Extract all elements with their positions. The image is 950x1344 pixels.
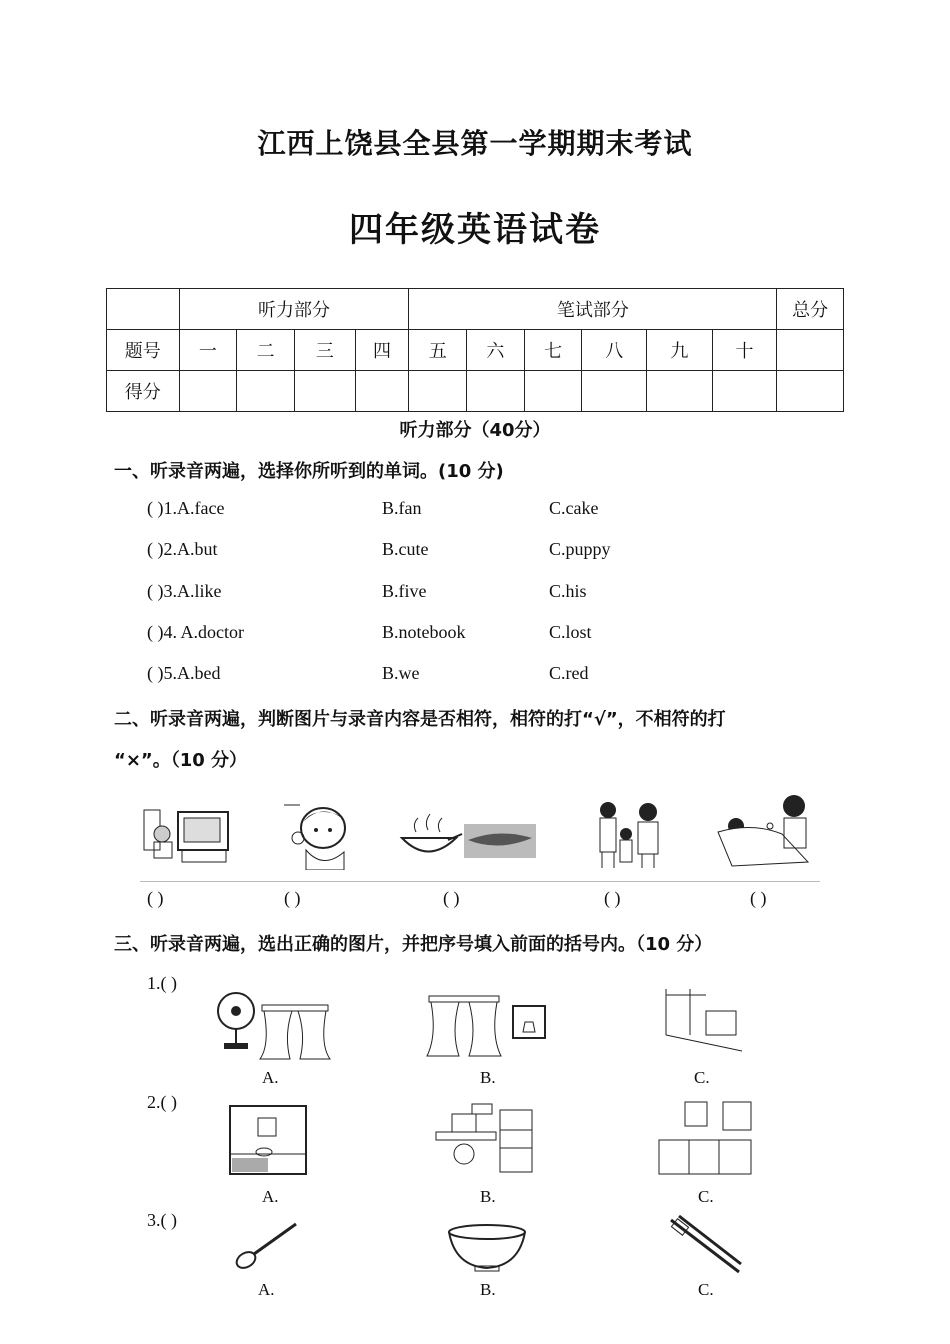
answer-bracket[interactable]: ( ) [284,888,301,908]
q2-option-b: B.cute [382,539,429,559]
s3-q1-label-b: B. [480,1068,496,1087]
divider [140,881,820,882]
room-corner-icon [662,985,747,1055]
col-number: 八 [582,330,647,371]
food-dishes-icon [398,810,538,865]
q4-option-c: C.lost [549,622,592,642]
col-number: 一 [179,330,237,371]
s3-q3-label-b: B. [480,1280,496,1299]
s3-q2-number: 2.( ) [147,1092,177,1112]
section3-instruction: 三、听录音两遍，选出正确的图片，并把序号填入前面的括号内。（10 分） [114,934,713,955]
chopsticks-icon [665,1214,745,1278]
q5-option-c: C.red [549,663,589,683]
bowl-icon [445,1222,530,1274]
col-number: 四 [355,330,409,371]
col-number: 二 [237,330,295,371]
answer-bracket[interactable]: ( ) [147,888,164,908]
study-desk-icon [432,1100,537,1178]
fan-and-curtain-icon [212,985,332,1065]
s3-q1-label-a: A. [262,1068,279,1087]
q4-option-a: ( )4. A.doctor [147,622,244,642]
listening-title: 听力部分（40分） [399,420,551,441]
s3-q3-label-c: C. [698,1280,714,1299]
section2-instruction-line1: 二、听录音两遍，判断图片与录音内容是否相符，相符的打“√”，不相符的打 [114,709,726,730]
kitchen-icon [655,1100,755,1178]
score-label: 得分 [107,371,180,412]
answer-bracket[interactable]: ( ) [604,888,621,908]
s3-q2-label-c: C. [698,1187,714,1206]
col-number: 七 [524,330,582,371]
family-icon [592,800,672,870]
s3-q3-label-a: A. [258,1280,275,1299]
q4-option-b: B.notebook [382,622,466,642]
exam-title: 江西上饶县全县第一学期期末考试 [257,127,693,160]
q1-option-b: B.fan [382,498,422,518]
question-number-label: 题号 [107,330,180,371]
s3-q3-number: 3.( ) [147,1210,177,1230]
s3-q2-label-a: A. [262,1187,279,1206]
bathroom-icon [228,1104,308,1176]
q2-option-c: C.puppy [549,539,611,559]
tv-watching-icon [140,800,235,870]
curtain-and-picture-icon [425,992,555,1062]
q2-option-a: ( )2.A.but [147,539,218,559]
col-number: 五 [409,330,467,371]
q3-option-a: ( )3.A.like [147,581,222,601]
score-table [106,288,844,412]
col-number: 九 [647,330,713,371]
q1-option-a: ( )1.A.face [147,498,225,518]
boy-eating-icon [278,800,353,870]
s3-q1-number: 1.( ) [147,973,177,993]
spoon-icon [232,1218,302,1274]
q5-option-a: ( )5.A.bed [147,663,221,683]
listening-part-header: 听力部分 [179,289,409,330]
answer-bracket[interactable]: ( ) [443,888,460,908]
paper-title: 四年级英语试卷 [349,210,601,250]
q3-option-c: C.his [549,581,587,601]
sick-in-bed-icon [712,792,822,872]
col-number: 三 [294,330,355,371]
total-header: 总分 [777,289,844,330]
q3-option-b: B.five [382,581,427,601]
answer-bracket[interactable]: ( ) [750,888,767,908]
section2-instruction-line2: “×”。（10 分） [114,750,248,771]
s3-q1-label-c: C. [694,1068,710,1087]
q5-option-b: B.we [382,663,420,683]
col-number: 十 [712,330,777,371]
q1-option-c: C.cake [549,498,599,518]
written-part-header: 笔试部分 [409,289,777,330]
section1-instruction: 一、听录音两遍，选择你所听到的单词。(10 分) [114,461,504,482]
col-number: 六 [467,330,525,371]
s3-q2-label-b: B. [480,1187,496,1206]
